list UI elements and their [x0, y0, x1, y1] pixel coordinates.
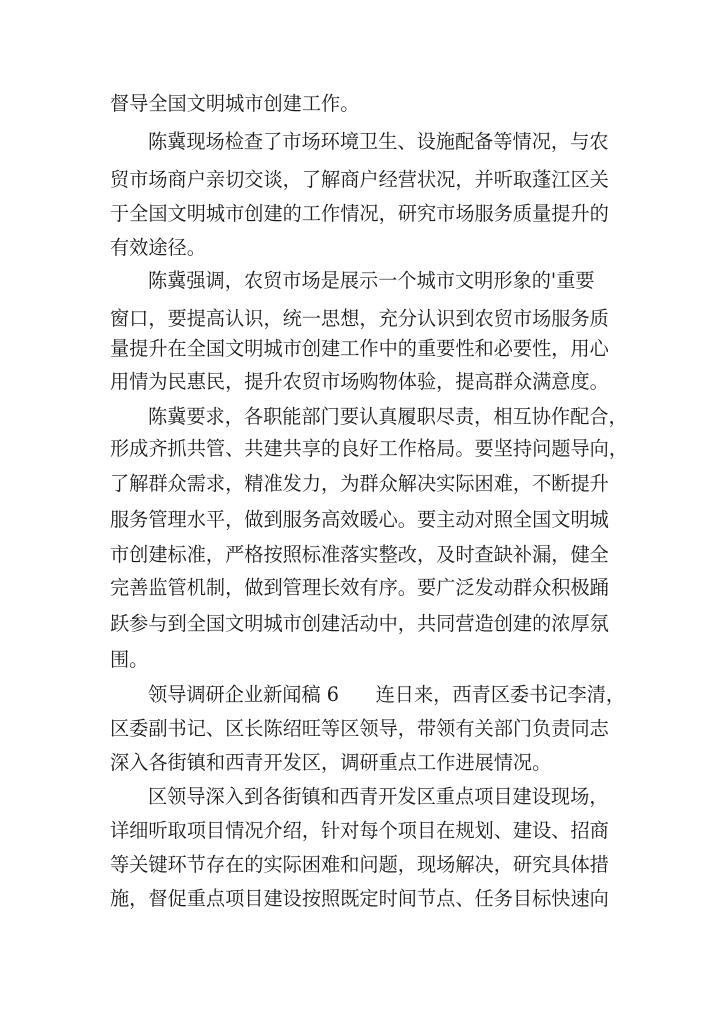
- paragraph-first-line: 区领导深入到各街镇和西青开发区重点项目建设现场，: [148, 785, 609, 808]
- text-line: 等关键环节存在的实际困难和问题，现场解决，研究具体措: [110, 853, 609, 876]
- text-line: 形成齐抓共管、共建共享的良好工作格局。要坚持问题导向，: [110, 437, 629, 460]
- text-line: 了解群众需求，精准发力，为群众解决实际困难，不断提升: [110, 472, 609, 495]
- paragraph-first-line: 陈冀要求，各职能部门要认真履职尽责，相互协作配合，: [148, 405, 628, 428]
- text-line: 服务管理水平，做到服务高效暖心。要主动对照全国文明城: [110, 508, 609, 531]
- paragraph-first-line: 陈冀现场检查了市场环境卫生、设施配备等情况，与农: [148, 130, 609, 153]
- text-line: 市创建标准，严格按照标准落实整改，及时查缺补漏，健全: [110, 543, 609, 566]
- text-line: 跃参与到全国文明城市创建活动中，共同营造创建的浓厚氛: [110, 612, 609, 635]
- text-line: 施，督促重点项目建设按照既定时间节点、任务目标快速向: [110, 887, 609, 910]
- paragraph-first-line: 领导调研企业新闻稿 6 连日来，西青区委书记李清，: [148, 683, 626, 706]
- text-line: 详细听取项目情况介绍，针对每个项目在规划、建设、招商: [110, 819, 609, 842]
- text-line: 督导全国文明城市创建工作。: [110, 92, 360, 115]
- paragraph-first-line: 陈冀强调，农贸市场是展示一个城市文明形象的'重要: [148, 269, 595, 292]
- text-line: 有效途径。: [110, 236, 206, 259]
- text-line: 贸市场商户亲切交谈，了解商户经营状况，并听取蓬江区关: [110, 168, 609, 191]
- text-line: 区委副书记、区长陈绍旺等区领导，带领有关部门负责同志: [110, 717, 609, 740]
- text-line: 完善监管机制，做到管理长效有序。要广泛发动群众积极踊: [110, 576, 609, 599]
- text-line: 用情为民惠民，提升农贸市场购物体验，提高群众满意度。: [110, 370, 609, 393]
- text-line: 于全国文明城市创建的工作情况，研究市场服务质量提升的: [110, 202, 609, 225]
- text-line: 围。: [110, 648, 149, 671]
- text-line: 量提升在全国文明城市创建工作中的重要性和必要性，用心: [110, 337, 609, 360]
- text-line: 窗口，要提高认识，统一思想，充分认识到农贸市场服务质: [110, 307, 609, 330]
- text-line: 深入各街镇和西青开发区，调研重点工作进展情况。: [110, 751, 552, 774]
